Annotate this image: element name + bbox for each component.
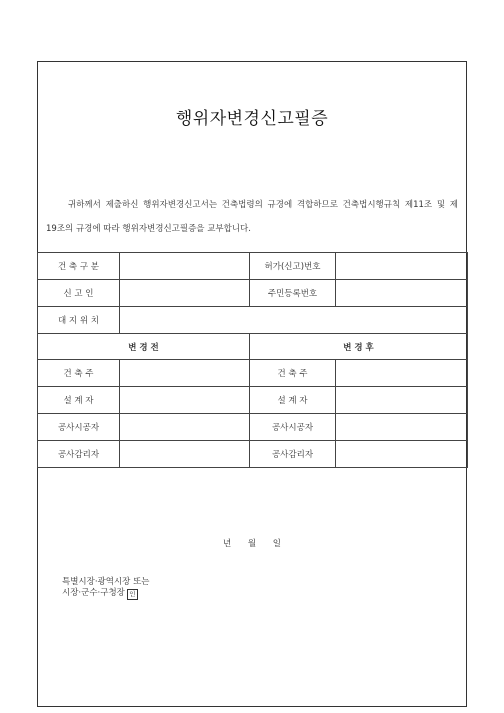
- authority-line-2: [62, 588, 150, 600]
- document-title: 행위자변경신고필증: [175, 109, 329, 129]
- label-building-type: 건 축 구 분: [38, 253, 120, 280]
- field-owner-after[interactable]: [336, 360, 468, 387]
- certificate-form-table: [37, 252, 468, 468]
- field-reporter[interactable]: [120, 280, 250, 307]
- field-supervisor-before[interactable]: [120, 441, 250, 468]
- issue-date-line: 년 월 일: [222, 539, 282, 549]
- label-permit-number: 허가(신고)번호: [250, 253, 336, 280]
- label-resident-number: 주민등록번호: [250, 280, 336, 307]
- form-row-supervisor: [38, 441, 468, 468]
- form-row-building-type: [38, 253, 468, 280]
- form-row-designer: [38, 387, 468, 414]
- certificate-frame: [37, 61, 467, 707]
- issuing-authority: [62, 577, 150, 600]
- label-supervisor-after: 공사감리자: [250, 441, 336, 468]
- label-contractor-after: 공사시공자: [250, 414, 336, 441]
- field-resident-number[interactable]: [336, 280, 468, 307]
- field-owner-before[interactable]: [120, 360, 250, 387]
- label-supervisor-before: 공사감리자: [38, 441, 120, 468]
- field-permit-number[interactable]: [336, 253, 468, 280]
- field-building-type[interactable]: [120, 253, 250, 280]
- body-text-line-1: 귀하께서 제출하신 행위자변경신고서는 건축법령의 규경에 격합하므로 건축법시행규칙 제11조 및 제: [68, 200, 458, 210]
- field-designer-after[interactable]: [336, 387, 468, 414]
- form-row-site-location: [38, 307, 468, 334]
- authority-line-1: 특별시장·광역시장 또는: [62, 577, 150, 587]
- label-site-location: 대 지 위 치: [38, 307, 120, 334]
- form-row-owner: [38, 360, 468, 387]
- field-supervisor-after[interactable]: [336, 441, 468, 468]
- form-row-reporter: [38, 280, 468, 307]
- label-owner-after: 건 축 주: [250, 360, 336, 387]
- header-before-change: 변 경 전: [38, 334, 250, 360]
- label-reporter: 신 고 인: [38, 280, 120, 307]
- certificate-body-text: [46, 193, 458, 241]
- form-row-contractor: [38, 414, 468, 441]
- field-designer-before[interactable]: [120, 387, 250, 414]
- form-row-change-headers: [38, 334, 468, 360]
- label-designer-before: 설 계 자: [38, 387, 120, 414]
- seal-mark: 인: [127, 589, 138, 600]
- label-owner-before: 건 축 주: [38, 360, 120, 387]
- field-contractor-before[interactable]: [120, 414, 250, 441]
- label-designer-after: 설 계 자: [250, 387, 336, 414]
- authority-name: 시장·군수·구청장: [62, 588, 125, 598]
- body-text-line-2: 19조의 규경에 따라 행위자변경신고필증을 교부합니다.: [46, 224, 251, 234]
- field-site-location[interactable]: [120, 307, 468, 334]
- label-contractor-before: 공사시공자: [38, 414, 120, 441]
- field-contractor-after[interactable]: [336, 414, 468, 441]
- header-after-change: 변 경 후: [250, 334, 468, 360]
